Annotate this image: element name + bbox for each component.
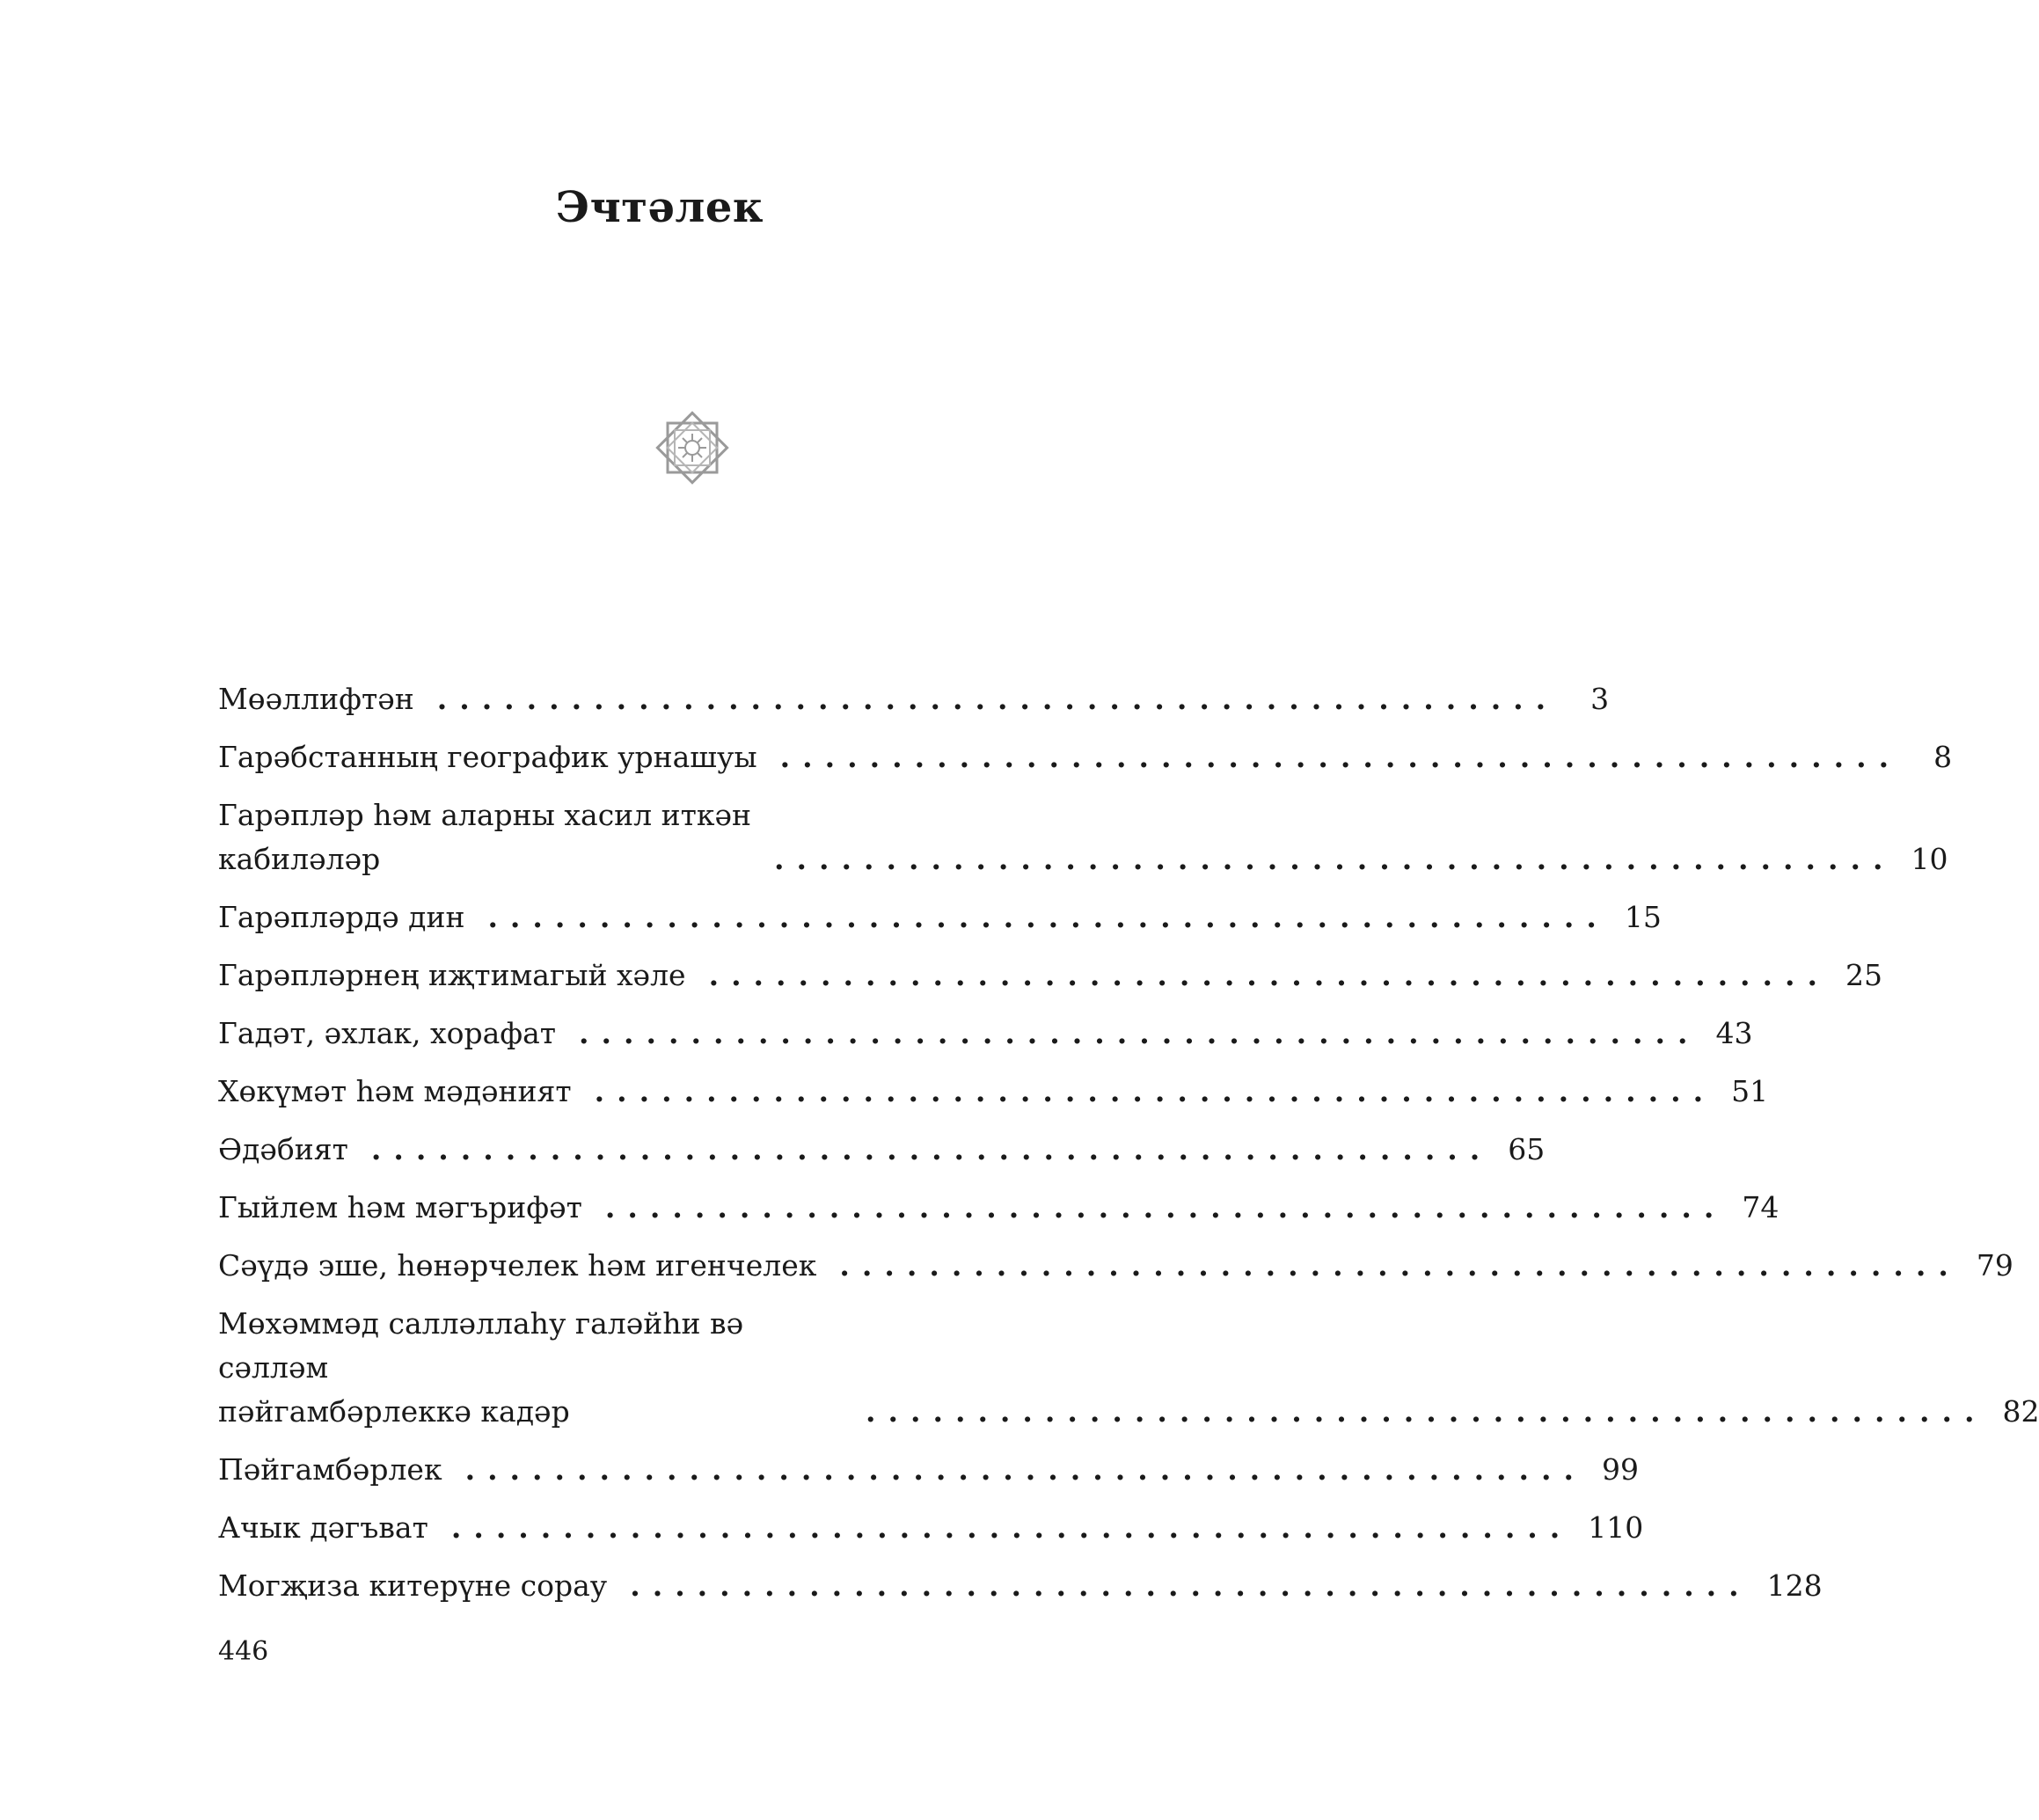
toc-entry[interactable] [218,1302,2039,1434]
toc-leader-dots: .................................................. [436,682,1559,716]
toc-page-number: 65 [1508,1132,1546,1166]
toc-page-number: 3 [1590,682,1610,716]
toc-leader-dots: .................................................. [370,1132,1493,1166]
toc-entry-title: Гарәбстанның географик урнашуы [218,740,757,774]
toc-entry[interactable] [218,1564,1823,1608]
toc-page-number: 128 [1766,1568,1823,1603]
toc-leader-dots: .................................................. [464,1452,1587,1487]
toc-page-number: 79 [1976,1248,2013,1283]
toc-entry[interactable] [218,895,1662,939]
toc-leader-dots: .................................................. [779,740,1902,774]
toc-page-number: 43 [1715,1016,1753,1050]
toc-page-number: 10 [1911,842,1948,876]
toc-leader-dots: .................................................. [708,958,1831,992]
toc-entry[interactable] [218,735,1953,779]
toc-leader-dots: .................................................. [594,1074,1716,1108]
toc-entry-title: Әдәбият [218,1132,348,1166]
toc-leader-dots: .................................................. [866,1394,1987,1429]
toc-entry-title: Гарәпләрдә дин [218,900,465,934]
toc-entry-title: Гарәпләрнең иҗтимагый хәле [218,958,686,992]
toc-entry[interactable] [218,677,1610,721]
page-title: Эчтәлек [555,183,764,232]
toc-entry[interactable] [218,1448,1640,1492]
toc-entry-title: Сәүдә эше, һөнәрчелек һәм игенчелек [218,1248,817,1283]
toc-entry[interactable] [218,1128,1546,1172]
toc-page-number: 99 [1602,1452,1640,1487]
islamic-star-ornament-icon [648,404,736,492]
toc-entry-title: Ачык дәгъват [218,1510,428,1545]
toc-leader-dots: .................................................. [630,1568,1751,1603]
toc-entry-title: Гарәпләр һәм аларны хасил иткән кабиләләр [218,798,752,876]
toc-entry[interactable] [218,1070,1769,1114]
toc-leader-dots: .................................................. [839,1248,1961,1283]
toc-entry-title: Мөхәммәд салләллаһу галәйһи вә сәлләм пәйгамбәрлеккә кадәр [218,1306,744,1429]
toc-entry[interactable] [218,954,1883,998]
toc-entry-title: Мөәллифтән [218,682,414,716]
toc-entry[interactable] [218,1012,1753,1056]
toc-page-number: 82 [2002,1394,2039,1429]
toc-entry-title: Могҗиза китерүне сорау [218,1568,608,1603]
toc-leader-dots: .................................................. [579,1016,1700,1050]
toc-entry-title: Пәйгамбәрлек [218,1452,442,1487]
toc-leader-dots: .................................................. [450,1510,1573,1545]
toc-entry[interactable] [218,1506,1644,1550]
toc-leader-dots: .................................................. [487,900,1609,934]
toc-entry[interactable] [218,1186,1780,1230]
toc-page-number: 51 [1731,1074,1769,1108]
table-of-contents [218,677,2039,1622]
toc-leader-dots: .................................................. [604,1190,1727,1224]
page-number-folio: 446 [218,1636,269,1667]
toc-entry[interactable] [218,793,1948,881]
toc-entry[interactable] [218,1244,2013,1288]
toc-page-number: 15 [1624,900,1662,934]
toc-entry-title: Гадәт, әхлак, хорафат [218,1016,557,1050]
toc-page-number: 74 [1742,1190,1780,1224]
toc-entry-title: Гыйлем һәм мәгърифәт [218,1190,582,1224]
toc-page-number: 8 [1933,740,1953,774]
toc-page-number: 110 [1588,1510,1644,1545]
toc-leader-dots: .................................................. [774,842,1896,876]
toc-entry-title: Хөкүмәт һәм мәдәният [218,1074,572,1108]
toc-page-number: 25 [1845,958,1883,992]
